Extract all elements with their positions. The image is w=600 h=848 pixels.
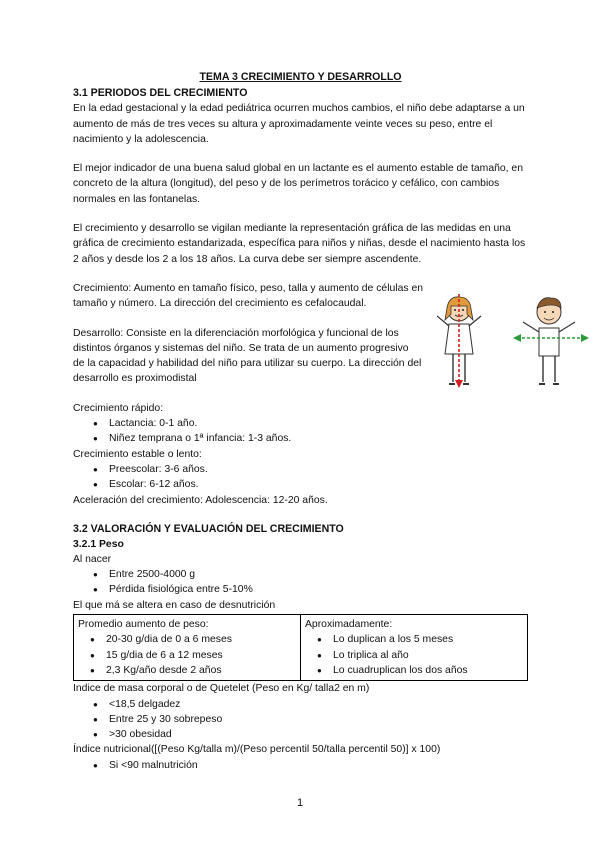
paragraph-desarrollo: Desarrollo: Consiste en la diferenciación morfológica y funcional de los distintos órganos y sistemas del niño. Se trata de un aumento progresivo de la capacidad y habilidad del niño para utilizar su cuerpo. La dirección del desarrollo es proximodistal — [73, 327, 422, 385]
growth-direction-illustration — [437, 292, 597, 392]
nutritional-index-list — [73, 758, 528, 773]
subsection-peso-heading: 3.2.1 Peso — [73, 538, 124, 550]
list-item: ● Preescolar: 3-6 años. — [95, 462, 528, 477]
rapid-growth-label: Crecimiento rápido: — [73, 402, 164, 414]
list-item: ● Si <90 malnutrición — [95, 758, 528, 773]
stable-growth-list — [73, 462, 528, 493]
list-item: ● Lo cuadruplican los dos años — [319, 663, 523, 678]
bmi-text: Indice de masa corporal o de Quetelet (Peso en Kg/ talla2 en m) — [73, 683, 370, 695]
boy-figure-icon — [523, 298, 575, 384]
list-item: ● Escolar: 6-12 años. — [95, 477, 528, 492]
paragraph-1: En la edad gestacional y la edad pediátrica ocurren muchos cambios, el niño debe adaptarse a un aumento de más de tres veces su altura y aproximadamente veinte veces su peso, entre el nacimiento y la adolescencia. — [73, 103, 525, 145]
weight-gain-title: Promedio aumento de peso: — [78, 619, 209, 631]
document-title: TEMA 3 CRECIMIENTO Y DESARROLLO — [199, 71, 402, 83]
birth-list — [73, 567, 528, 598]
list-item: ● 20-30 g/dia de 0 a 6 meses — [92, 632, 296, 647]
bmi-list — [73, 697, 528, 743]
list-item: ● >30 obesidad — [95, 727, 528, 742]
paragraph-2: El mejor indicador de una buena salud global en un lactante es el aumento estable de tamaño, en concreto de la altura (longitud), del peso y de los perímetros torácico y cefálico, con cambios normales en las fontanelas. — [73, 163, 523, 205]
nutritional-index-text: Índice nutricional([(Peso Kg/talla m)/(Peso percentil 50/talla percentil 50)] x 100) — [73, 744, 441, 756]
list-item: ● Niñez temprana o 1ª infancia: 1-3 años. — [95, 431, 528, 446]
page-number: 1 — [296, 797, 304, 809]
document-page — [73, 70, 528, 773]
list-item: ● 2,3 Kg/año desde 2 años — [92, 663, 296, 678]
section-3-2-heading: 3.2 VALORACIÓN Y EVALUACIÓN DEL CRECIMIENTO — [73, 522, 344, 535]
list-item: ● Entre 2500-4000 g — [95, 567, 528, 582]
birth-label: Al nacer — [73, 553, 112, 565]
paragraph-3: El crecimiento y desarrollo se vigilan mediante la representación gráfica de las medidas en una gráfica de crecimiento estandarizada, específica para niños y niñas, desde el nacimiento hasta los 2 años y desde los 2 a los 18 años. La curva debe ser siempre ascendente. — [73, 223, 526, 265]
list-item: ● Lo duplican a los 5 meses — [319, 632, 523, 647]
list-item: ● Entre 25 y 30 sobrepeso — [95, 712, 528, 727]
paragraph-crecimiento: Crecimiento: Aumento en tamaño físico, peso, talla y aumento de células en tamaño y número. La dirección del crecimiento es cefalocaudal. — [73, 282, 424, 310]
acceleration-text: Aceleración del crecimiento: Adolescencia: 12-20 años. — [73, 494, 328, 506]
list-item: ● Lactancia: 0-1 año. — [95, 416, 528, 431]
list-item: ● <18,5 delgadez — [95, 697, 528, 712]
list-item: ● Lo triplica al año — [319, 648, 523, 663]
approx-cell — [301, 615, 528, 681]
list-item: ● 15 g/dia de 6 a 12 meses — [92, 648, 296, 663]
stable-growth-label: Crecimiento estable o lento: — [73, 448, 202, 460]
weight-gain-cell — [74, 615, 301, 681]
rapid-growth-list — [73, 416, 528, 447]
list-item: ● Pérdida fisiológica entre 5-10% — [95, 582, 528, 597]
malnutrition-text: El que má se altera en caso de desnutrición — [73, 599, 276, 611]
weight-gain-table — [73, 614, 528, 681]
section-3-1-heading: 3.1 PERIODOS DEL CRECIMIENTO — [73, 87, 248, 100]
approx-title: Aproximadamente: — [305, 619, 393, 631]
